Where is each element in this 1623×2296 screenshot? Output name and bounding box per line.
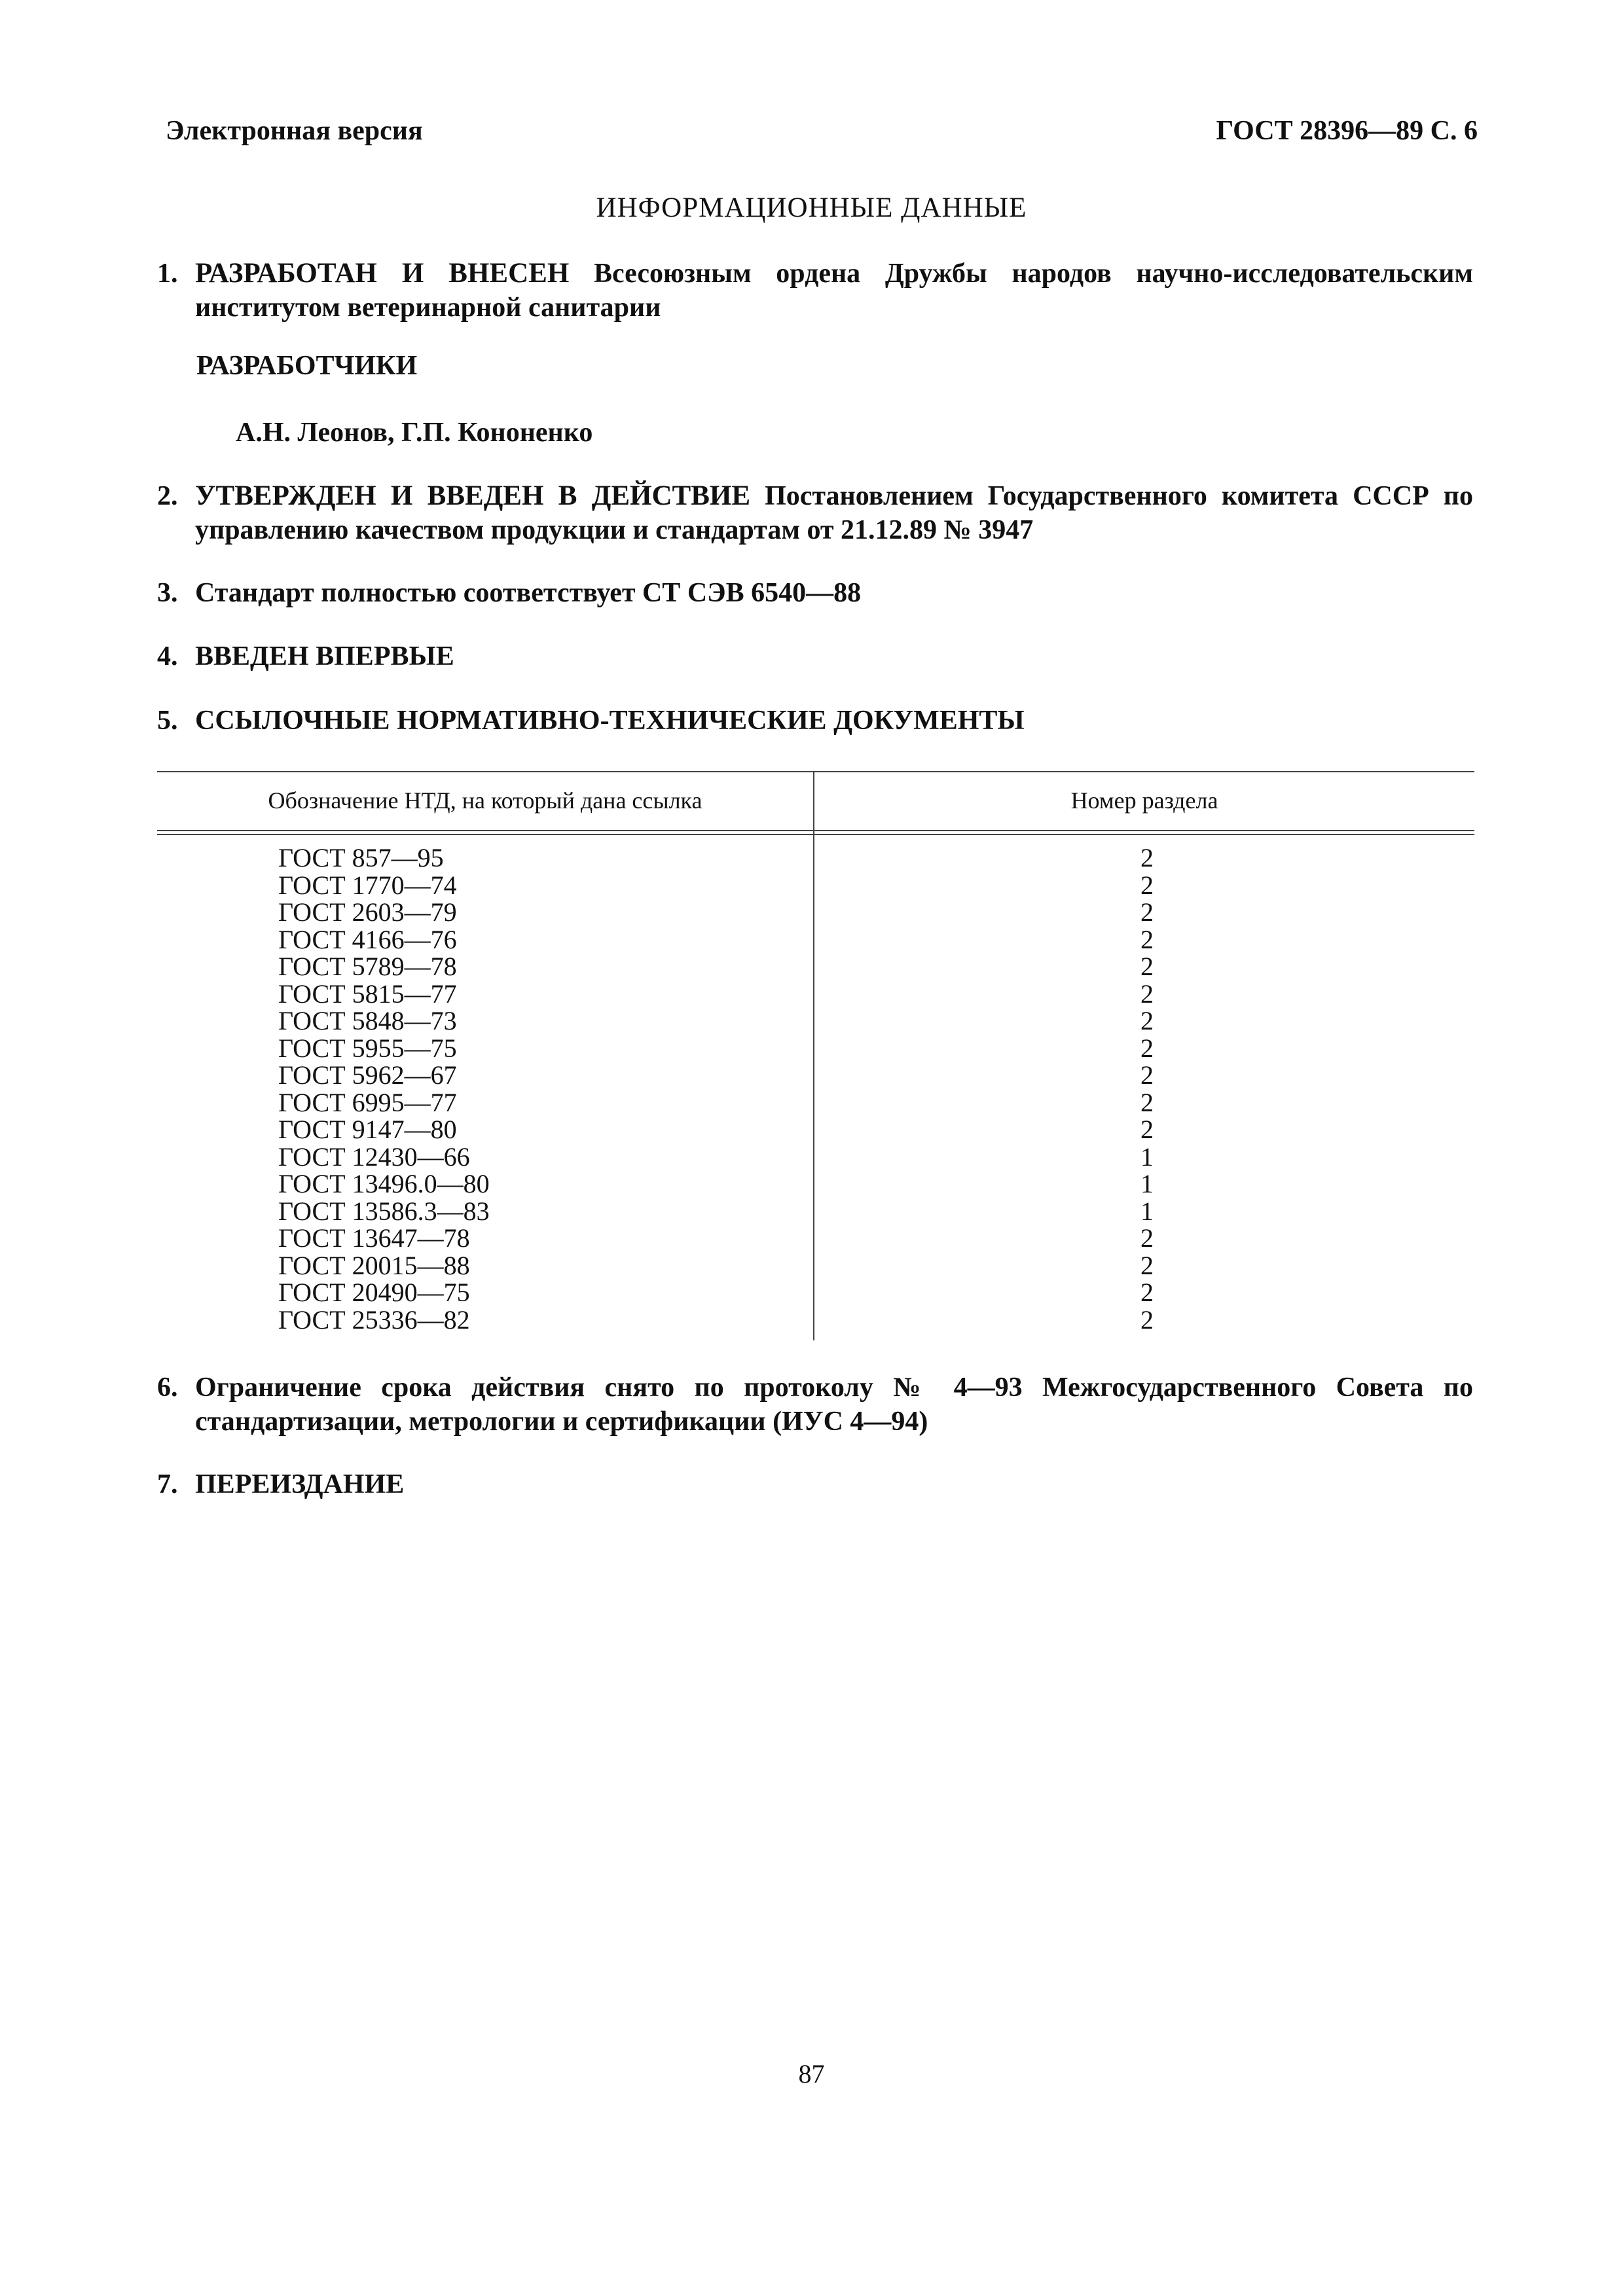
table-cell-document: ГОСТ 12430—66 <box>278 1141 470 1172</box>
table-cell-section: 2 <box>1140 1060 1154 1090</box>
table-cell-document: ГОСТ 13647—78 <box>278 1223 470 1253</box>
table-cell-section: 1 <box>1140 1196 1154 1226</box>
table-cell-section: 2 <box>1140 1115 1154 1144</box>
table-row <box>157 899 1474 926</box>
table-cell-section: 2 <box>1140 924 1154 954</box>
table-row <box>157 1306 1474 1334</box>
table-cell-document: ГОСТ 5789—78 <box>278 952 457 981</box>
header-edition-label: Электронная версия <box>166 116 423 146</box>
table-top-rule <box>157 771 1474 772</box>
table-cell-document: ГОСТ 2603—79 <box>278 897 457 927</box>
table-row <box>157 953 1474 980</box>
table-cell-section: 2 <box>1140 870 1154 900</box>
table-cell-document: ГОСТ 5815—77 <box>278 978 457 1009</box>
table-cell-section: 2 <box>1140 1304 1154 1335</box>
table-cell-section: 2 <box>1140 1223 1154 1253</box>
item-5 <box>157 704 1473 738</box>
item-text: Всесоюзным ордена Дружбы народов научно-исследовательским институтом ветеринарной санитарии <box>195 259 1473 323</box>
item-text: Стандарт полностью соответствует СТ СЭВ 6540—88 <box>195 578 862 608</box>
item-text: Ограничение срока действия снято по протоколу № 4—93 Межгосударственного Совета по стандартизации, метрологии и сертификации (ИУС 4—94) <box>195 1372 1473 1437</box>
table-cell-section: 2 <box>1140 1087 1154 1117</box>
item-1 <box>157 257 1473 325</box>
table-row <box>157 1170 1474 1198</box>
page-title: ИНФОРМАЦИОННЫЕ ДАННЫЕ <box>596 192 1027 223</box>
developers-names: А.Н. Леонов, Г.П. Кононенко <box>236 418 593 448</box>
table-cell-document: ГОСТ 1770—74 <box>278 870 457 900</box>
table-cell-document: ГОСТ 857—95 <box>278 843 444 872</box>
table-row <box>157 1143 1474 1171</box>
table-cell-section: 2 <box>1140 1033 1154 1063</box>
item-6 <box>157 1371 1473 1439</box>
table-cell-document: ГОСТ 5955—75 <box>278 1033 457 1063</box>
item-number: 5. <box>157 706 178 736</box>
table-header-rule <box>157 830 1474 831</box>
table-cell-document: ГОСТ 5848—73 <box>278 1006 457 1035</box>
item-number: 6. <box>157 1372 178 1403</box>
item-number: 3. <box>157 578 178 608</box>
table-row <box>157 1116 1474 1143</box>
table-row <box>157 1062 1474 1089</box>
table-cell-section: 2 <box>1140 897 1154 927</box>
table-row <box>157 926 1474 954</box>
table-cell-document: ГОСТ 13586.3—83 <box>278 1196 490 1226</box>
table-cell-section: 2 <box>1140 1006 1154 1035</box>
item-3 <box>157 576 1473 610</box>
table-row <box>157 1198 1474 1225</box>
table-cell-document: ГОСТ 13496.0—80 <box>278 1169 490 1198</box>
item-2 <box>157 479 1473 547</box>
item-caps-lead: УТВЕРЖДЕН И ВВЕДЕН В ДЕЙСТВИЕ <box>195 480 751 511</box>
table-header-rule <box>157 834 1474 835</box>
table-row <box>157 844 1474 872</box>
item-caps-lead: РАЗРАБОТАН И ВНЕСЕН <box>195 258 570 289</box>
item-4 <box>157 639 1473 673</box>
table-cell-section: 2 <box>1140 952 1154 981</box>
item-number: 1. <box>157 259 178 289</box>
table-cell-section: 2 <box>1140 843 1154 872</box>
table-row <box>157 980 1474 1008</box>
item-body <box>195 479 1473 547</box>
table-row <box>157 1089 1474 1117</box>
table-row <box>157 872 1474 899</box>
table-cell-document: ГОСТ 20015—88 <box>278 1250 470 1280</box>
table-body <box>157 844 1474 1333</box>
table-row <box>157 1252 1474 1280</box>
table-cell-section: 1 <box>1140 1141 1154 1172</box>
page-number: 87 <box>798 2059 825 2089</box>
table-row <box>157 1225 1474 1252</box>
item-text: Постановлением Государственного комитета СССР по управлению качеством продукции и стандартам от 21.12.89 № 3947 <box>195 481 1473 545</box>
developers-heading: РАЗРАБОТЧИКИ <box>196 351 418 381</box>
table-cell-section: 2 <box>1140 978 1154 1009</box>
table-cell-document: ГОСТ 6995—77 <box>278 1087 457 1117</box>
item-text: ПЕРЕИЗДАНИЕ <box>195 1469 405 1499</box>
item-body <box>195 257 1473 325</box>
table-cell-document: ГОСТ 9147—80 <box>278 1115 457 1144</box>
table-cell-section: 1 <box>1140 1169 1154 1198</box>
table-cell-section: 2 <box>1140 1250 1154 1280</box>
header-standard-number: ГОСТ 28396—89 С. 6 <box>1216 116 1478 146</box>
table-row <box>157 1035 1474 1062</box>
table-header-section: Номер раздела <box>1070 787 1218 814</box>
table-cell-document: ГОСТ 5962—67 <box>278 1060 457 1090</box>
table-row <box>157 1279 1474 1306</box>
item-text: ВВЕДЕН ВПЕРВЫЕ <box>195 641 454 672</box>
table-cell-section: 2 <box>1140 1278 1154 1307</box>
table-cell-document: ГОСТ 4166—76 <box>278 924 457 954</box>
item-number: 7. <box>157 1469 178 1499</box>
table-cell-document: ГОСТ 25336—82 <box>278 1304 470 1335</box>
item-7 <box>157 1467 1473 1501</box>
item-text: ССЫЛОЧНЫЕ НОРМАТИВНО-ТЕХНИЧЕСКИЕ ДОКУМЕНТЫ <box>195 706 1025 736</box>
item-number: 4. <box>157 641 178 672</box>
item-number: 2. <box>157 481 178 511</box>
table-header-document: Обозначение НТД, на который дана ссылка <box>268 787 702 814</box>
table-row <box>157 1007 1474 1035</box>
table-cell-document: ГОСТ 20490—75 <box>278 1278 470 1307</box>
